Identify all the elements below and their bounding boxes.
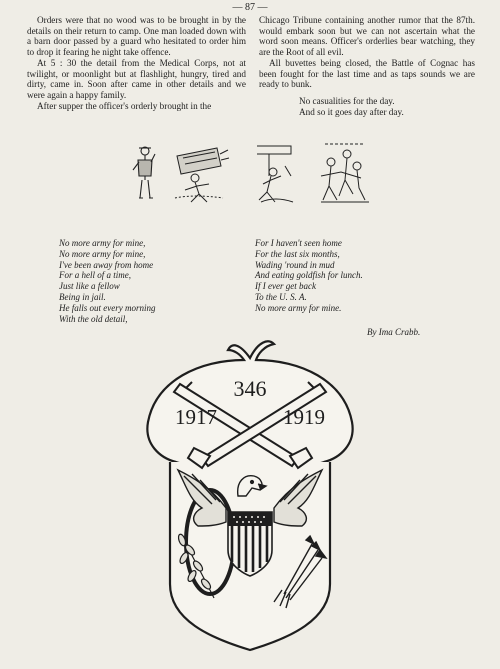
left-column xyxy=(27,15,246,111)
poem-line: For a hell of a time, xyxy=(59,270,131,281)
poem-line: With the old detail, xyxy=(59,313,128,324)
regimental-insignia xyxy=(140,336,360,656)
poem-line: I've been away from home xyxy=(59,259,154,270)
paragraph: After supper the officer's orderly brought in the xyxy=(37,100,212,111)
soldier-at-post-sketch xyxy=(257,146,293,202)
poem-line: If I ever get back xyxy=(255,281,316,292)
standing-soldier-sketch xyxy=(133,147,155,198)
poem-line: Wading 'round in mud xyxy=(255,259,335,270)
poem-author: By Ima Crabb. xyxy=(367,327,421,337)
year-start: 1917 xyxy=(175,405,217,429)
poem-line: No more army for mine, xyxy=(59,238,146,248)
closing-line: And so it goes day after day. xyxy=(299,106,404,117)
crowd-sketch xyxy=(321,144,369,202)
poem-line: To the U. S. A. xyxy=(255,291,307,302)
poem-line: No more army for mine. xyxy=(255,302,342,313)
poem-line: He falls out every morning xyxy=(59,302,156,313)
paragraph: Chicago Tribune containing another rumor that the 87th. would embark soon but we can not ascertain what the word soon means. Officer's orderlies bear watching, they are the Root of all evil. xyxy=(259,15,475,58)
poem-line: For the last six months, xyxy=(255,248,340,259)
page-number: — 87 — xyxy=(232,2,268,13)
paragraph: All buvettes being closed, the Battle of Cognac has been fought for the last time and as taps sounds we are ready to bunk. xyxy=(259,57,475,90)
poem-line: And eating goldfish for lunch. xyxy=(255,270,363,281)
poem-line: No more army for mine, xyxy=(59,248,146,259)
closing-line: No casualities for the day. xyxy=(299,95,395,106)
us-shield-icon xyxy=(228,512,272,576)
poem-right-stanza xyxy=(255,238,455,314)
poem-left-stanza xyxy=(59,238,229,324)
poem-line: Just like a fellow xyxy=(59,281,120,292)
paragraph: At 5 : 30 the detail from the Medical Corps, not at twilight, or moonlight but at flashlight, hungry, tired and dirty, came in. Soon after came in other details and we were again a happy family. xyxy=(27,57,246,100)
year-end: 1919 xyxy=(283,405,325,429)
right-column xyxy=(259,15,475,117)
running-man-sketch xyxy=(175,148,229,202)
paragraph: Orders were that no wood was to be brought in by the details on their return to camp. One man loaded down with a barn door passed by a guard who hesitated to order him to drop it fearing he night take offence. xyxy=(27,15,246,58)
unit-number: 346 xyxy=(233,376,267,401)
poem-line: For I haven't seen home xyxy=(255,238,342,248)
poem-line: Being in jail. xyxy=(59,291,106,302)
cartoon-sketches xyxy=(125,136,371,216)
